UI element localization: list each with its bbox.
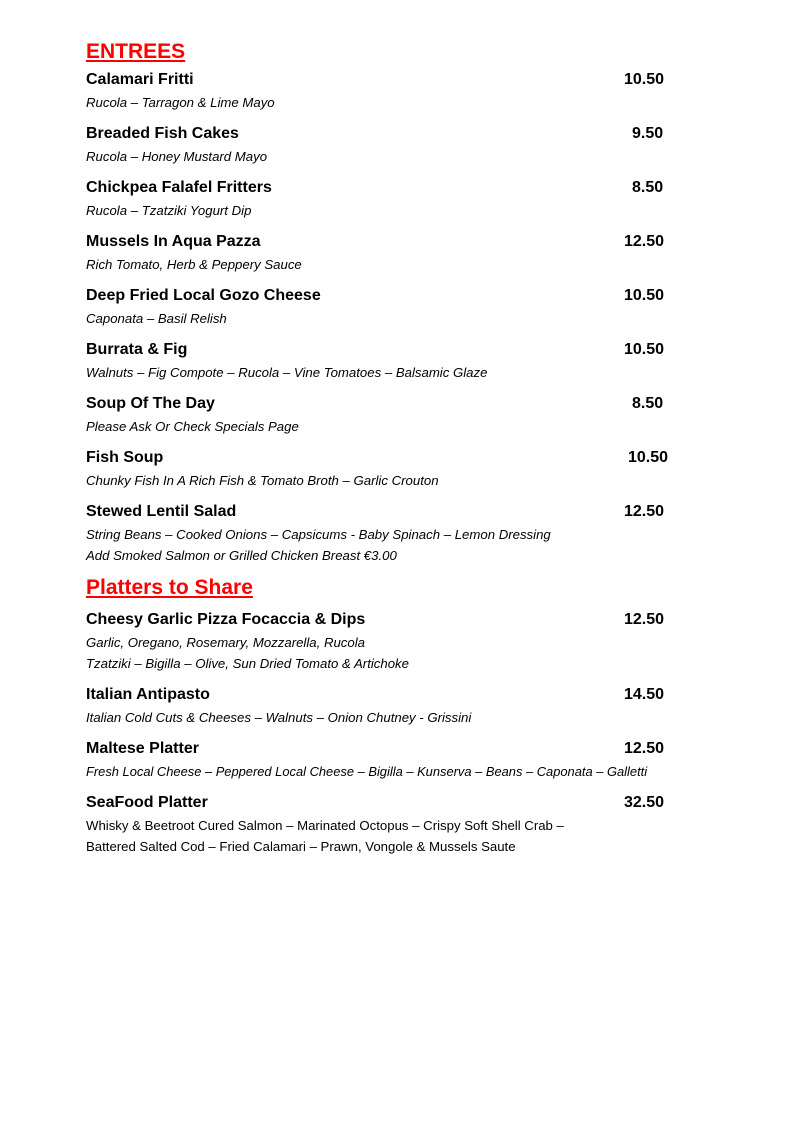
- item-description: Add Smoked Salmon or Grilled Chicken Breast €3.00: [86, 548, 397, 563]
- item-description: Chunky Fish In A Rich Fish & Tomato Broth – Garlic Crouton: [86, 473, 439, 488]
- item-description: Caponata – Basil Relish: [86, 311, 227, 326]
- item-name: Fish Soup: [86, 449, 164, 466]
- menu-item: [86, 284, 706, 329]
- item-price: 8.50: [632, 395, 664, 412]
- item-description: Whisky & Beetroot Cured Salmon – Marinated Octopus – Crispy Soft Shell Crab –: [86, 818, 564, 833]
- item-name: Maltese Platter: [86, 740, 199, 757]
- menu-item: [86, 68, 706, 113]
- item-price: 10.50: [624, 287, 665, 304]
- item-price: 12.50: [624, 611, 665, 628]
- item-price: 12.50: [624, 503, 665, 520]
- menu-item: [86, 500, 706, 566]
- item-description: Please Ask Or Check Specials Page: [86, 419, 299, 434]
- item-price: 10.50: [624, 71, 665, 88]
- item-price: 12.50: [624, 233, 665, 250]
- menu-item: [86, 608, 706, 674]
- item-name: Calamari Fritti: [86, 71, 194, 88]
- item-description: Tzatziki – Bigilla – Olive, Sun Dried Tomato & Artichoke: [86, 656, 409, 671]
- item-name: Stewed Lentil Salad: [86, 503, 237, 520]
- item-price: 14.50: [624, 686, 665, 703]
- section-title-platters: Platters to Share: [86, 576, 253, 599]
- item-name: Mussels In Aqua Pazza: [86, 233, 261, 250]
- menu-item: [86, 338, 706, 383]
- menu-item: [86, 446, 706, 491]
- section-title-entrees: ENTREES: [86, 40, 186, 63]
- menu-item: [86, 122, 706, 167]
- menu-item: [86, 683, 706, 728]
- item-name: Italian Antipasto: [86, 686, 210, 703]
- item-name: Cheesy Garlic Pizza Focaccia & Dips: [86, 611, 366, 628]
- item-description: Rucola – Tarragon & Lime Mayo: [86, 95, 275, 110]
- item-price: 10.50: [624, 341, 665, 358]
- item-description: Battered Salted Cod – Fried Calamari – Prawn, Vongole & Mussels Saute: [86, 839, 516, 854]
- item-price: 10.50: [628, 449, 669, 466]
- menu-item: [86, 230, 706, 275]
- menu-page: [86, 38, 706, 857]
- item-description: Italian Cold Cuts & Cheeses – Walnuts – Onion Chutney - Grissini: [86, 710, 472, 725]
- item-name: Breaded Fish Cakes: [86, 125, 239, 142]
- item-price: 9.50: [632, 125, 664, 142]
- item-description: Rich Tomato, Herb & Peppery Sauce: [86, 257, 302, 272]
- item-name: Burrata & Fig: [86, 341, 188, 358]
- item-description: Walnuts – Fig Compote – Rucola – Vine Tomatoes – Balsamic Glaze: [86, 365, 488, 380]
- menu-item: [86, 176, 706, 221]
- item-name: Chickpea Falafel Fritters: [86, 179, 272, 196]
- menu-item: [86, 791, 706, 857]
- item-price: 12.50: [624, 740, 665, 757]
- item-price: 32.50: [624, 794, 665, 811]
- item-name: SeaFood Platter: [86, 794, 208, 811]
- menu-item: [86, 737, 706, 782]
- item-price: 8.50: [632, 179, 664, 196]
- item-name: Soup Of The Day: [86, 395, 215, 412]
- item-description: Fresh Local Cheese – Peppered Local Cheese – Bigilla – Kunserva – Beans – Caponata – Galletti: [86, 764, 648, 779]
- item-description: String Beans – Cooked Onions – Capsicums - Baby Spinach – Lemon Dressing: [86, 527, 551, 542]
- item-description: Garlic, Oregano, Rosemary, Mozzarella, Rucola: [86, 635, 365, 650]
- item-description: Rucola – Honey Mustard Mayo: [86, 149, 268, 164]
- item-description: Rucola – Tzatziki Yogurt Dip: [86, 203, 252, 218]
- menu-item: [86, 392, 706, 437]
- item-name: Deep Fried Local Gozo Cheese: [86, 287, 321, 304]
